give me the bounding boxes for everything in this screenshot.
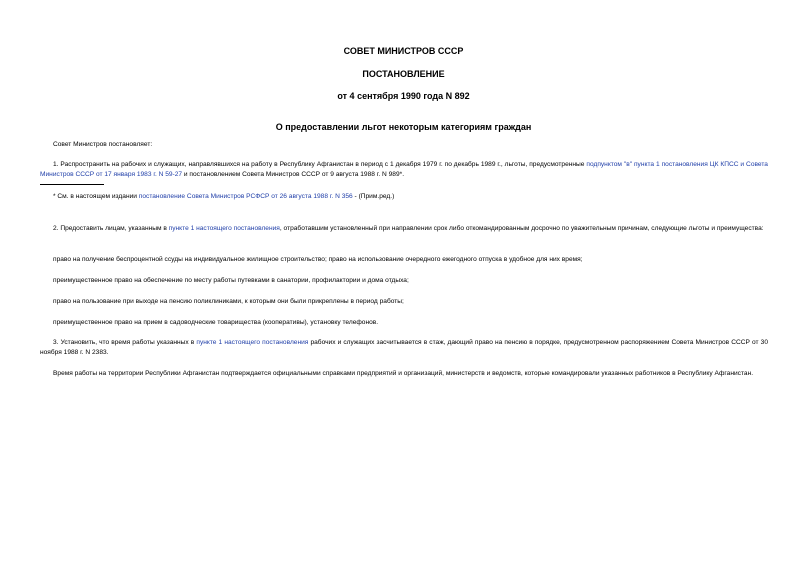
link-paragraph-1[interactable]: пункте 1 настоящего постановления: [196, 339, 309, 346]
paragraph-1-text-after: и постановлением Совета Министров СССР от 9 августа 1988 г. N 989*.: [182, 171, 405, 178]
footnote-divider: [40, 184, 104, 185]
paragraph-2-text-after: , отработавшим установленный при направлении срок либо откомандированным досрочно по уважительным причинам, следующие льготы и преимущества:: [279, 225, 764, 232]
footnote: [40, 192, 768, 202]
list-item: право на пользование при выходе на пенсию поликлиниками, к которым они были прикреплены в период работы;: [53, 298, 404, 305]
footnote-text-before: * См. в настоящем издании: [53, 193, 139, 200]
paragraph-1: [40, 160, 768, 180]
link-cpsu-decree-59-27[interactable]: подпунктом "в" пункта 1 постановления ЦК КПСС и Совета Министров СССР от 17 января 1983 г. N 59-27: [40, 161, 768, 178]
footnote-text-after: - (Прим.ред.): [352, 193, 395, 200]
intro-paragraph: Совет Министров постановляет:: [53, 141, 153, 148]
issuing-body: СОВЕТ МИНИСТРОВ СССР: [343, 46, 464, 56]
document-date: от 4 сентября 1990 года N 892: [337, 91, 470, 101]
paragraph-4: Время работы на территории Республики Афганистан подтверждается официальными справками предприятий и организаций, министерств и ведомств, которые командировали указанных работников в Республику Афганистан.: [53, 370, 754, 377]
paragraph-2: [40, 224, 768, 234]
link-paragraph-1[interactable]: пункте 1 настоящего постановления: [168, 225, 280, 232]
paragraph-3: [40, 338, 768, 358]
document-title: О предоставлении льгот некоторым категориям граждан: [275, 122, 532, 132]
list-item: преимущественное право на прием в садоводческие товарищества (кооперативы), установку телефонов.: [53, 319, 379, 326]
link-rsfsr-decree-356[interactable]: постановление Совета Министров РСФСР от 26 августа 1988 г. N 356: [138, 193, 353, 200]
list-item: право на получение беспроцентной ссуды на индивидуальное жилищное строительство; право на использование очередного ежегодного отпуска в удобное для них время;: [53, 256, 583, 263]
paragraph-3-text-after: рабочих и служащих засчитывается в стаж, дающий право на пенсию в порядке, предусмотренном распоряжением Совета Министров СССР от 30 ноября 1988 г. N 2383.: [40, 339, 768, 356]
paragraph-1-text-before: 1. Распространить на рабочих и служащих, направлявшихся на работу в Республику Афганистан в период с 1 декабря 1979 г. по декабрь 1989 г., льготы, предусмотренные: [53, 161, 587, 168]
paragraph-3-text-before: 3. Установить, что время работы указанных в: [53, 339, 197, 346]
list-item: преимущественное право на обеспечение по месту работы путевками в санатории, профилактории и дома отдыха;: [53, 277, 409, 284]
document-type: ПОСТАНОВЛЕНИЕ: [362, 69, 445, 79]
paragraph-2-text-before: 2. Предоставить лицам, указанным в: [53, 225, 169, 232]
